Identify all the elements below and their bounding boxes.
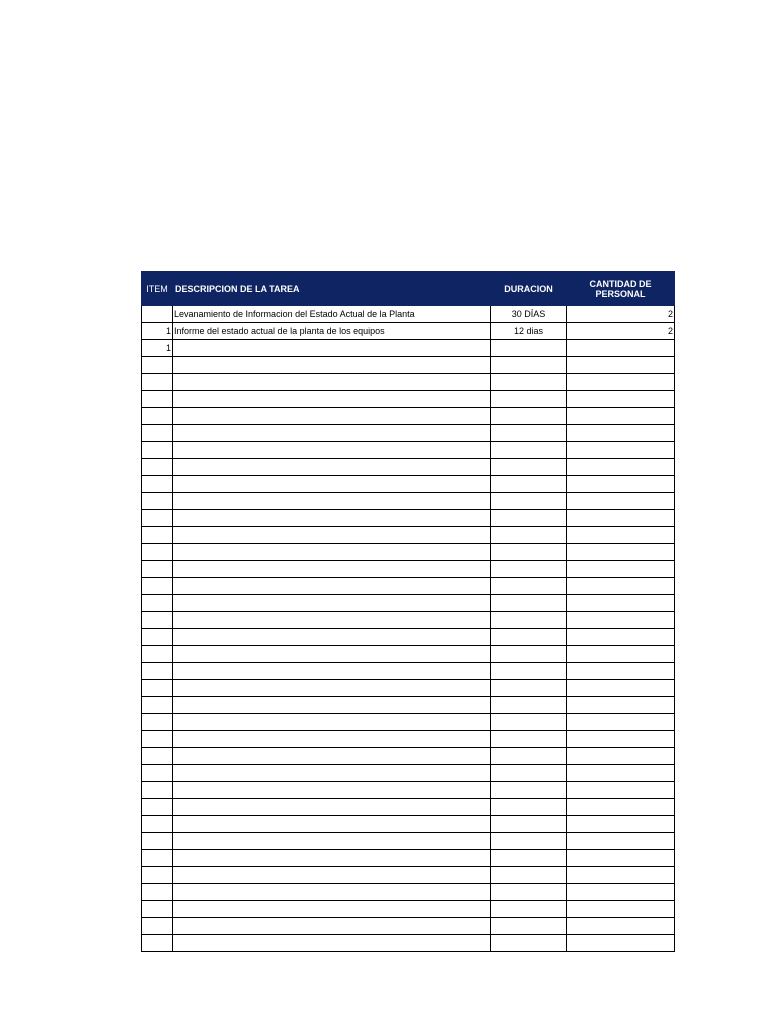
table-row-empty xyxy=(142,850,675,867)
cell-personnel[interactable]: 2 xyxy=(567,306,675,323)
table-row-empty xyxy=(142,799,675,816)
cell-item[interactable] xyxy=(142,782,173,799)
cell-duration[interactable] xyxy=(491,935,567,952)
cell-duration[interactable] xyxy=(491,663,567,680)
cell-personnel[interactable] xyxy=(567,595,675,612)
cell-personnel[interactable] xyxy=(567,867,675,884)
cell-description[interactable] xyxy=(173,544,491,561)
cell-item[interactable] xyxy=(142,714,173,731)
cell-item[interactable] xyxy=(142,646,173,663)
cell-item[interactable] xyxy=(142,357,173,374)
cell-item[interactable] xyxy=(142,833,173,850)
cell-personnel[interactable] xyxy=(567,782,675,799)
header-row xyxy=(142,272,675,306)
cell-item[interactable] xyxy=(142,901,173,918)
cell-description[interactable]: Levanamiento de Informacion del Estado Actual de la Planta xyxy=(173,306,491,323)
cell-item[interactable]: 1 xyxy=(142,340,173,357)
cell-duration[interactable] xyxy=(491,578,567,595)
cell-item[interactable] xyxy=(142,391,173,408)
cell-description[interactable] xyxy=(173,646,491,663)
table-row xyxy=(142,340,675,357)
cell-item[interactable] xyxy=(142,748,173,765)
cell-duration[interactable] xyxy=(491,629,567,646)
table-row-empty xyxy=(142,374,675,391)
cell-personnel[interactable] xyxy=(567,816,675,833)
table-row-empty xyxy=(142,901,675,918)
cell-description[interactable] xyxy=(173,714,491,731)
table-row-empty xyxy=(142,510,675,527)
cell-description[interactable] xyxy=(173,561,491,578)
cell-item[interactable] xyxy=(142,663,173,680)
cell-personnel[interactable] xyxy=(567,442,675,459)
cell-personnel[interactable] xyxy=(567,408,675,425)
cell-duration[interactable] xyxy=(491,374,567,391)
cell-item[interactable] xyxy=(142,442,173,459)
cell-personnel[interactable] xyxy=(567,510,675,527)
cell-personnel[interactable] xyxy=(567,629,675,646)
cell-item[interactable] xyxy=(142,544,173,561)
cell-duration[interactable] xyxy=(491,816,567,833)
cell-description[interactable] xyxy=(173,782,491,799)
cell-description[interactable] xyxy=(173,816,491,833)
cell-item[interactable] xyxy=(142,884,173,901)
cell-duration[interactable] xyxy=(491,612,567,629)
table-row-empty xyxy=(142,357,675,374)
table-row-empty xyxy=(142,561,675,578)
table-row-empty xyxy=(142,918,675,935)
cell-duration[interactable] xyxy=(491,799,567,816)
cell-duration[interactable] xyxy=(491,442,567,459)
table-row-empty xyxy=(142,544,675,561)
table-row-empty xyxy=(142,884,675,901)
cell-duration[interactable] xyxy=(491,595,567,612)
table-row-empty xyxy=(142,391,675,408)
cell-item[interactable] xyxy=(142,561,173,578)
cell-personnel[interactable] xyxy=(567,748,675,765)
table-body xyxy=(142,306,675,952)
cell-description[interactable] xyxy=(173,391,491,408)
table-row-empty xyxy=(142,646,675,663)
cell-personnel[interactable] xyxy=(567,731,675,748)
cell-description[interactable] xyxy=(173,901,491,918)
cell-item[interactable] xyxy=(142,510,173,527)
cell-item[interactable] xyxy=(142,680,173,697)
cell-duration[interactable] xyxy=(491,425,567,442)
cell-duration[interactable] xyxy=(491,391,567,408)
cell-duration[interactable] xyxy=(491,884,567,901)
cell-duration[interactable] xyxy=(491,714,567,731)
cell-personnel[interactable] xyxy=(567,612,675,629)
cell-personnel[interactable] xyxy=(567,476,675,493)
table-row-empty xyxy=(142,680,675,697)
table-row-empty xyxy=(142,578,675,595)
table-row-empty xyxy=(142,714,675,731)
cell-description[interactable] xyxy=(173,612,491,629)
header-personnel[interactable]: CANTIDAD DE PERSONAL xyxy=(567,272,675,306)
cell-description[interactable] xyxy=(173,731,491,748)
cell-description[interactable] xyxy=(173,459,491,476)
cell-description[interactable] xyxy=(173,510,491,527)
cell-description[interactable] xyxy=(173,680,491,697)
cell-description[interactable] xyxy=(173,578,491,595)
cell-duration[interactable] xyxy=(491,510,567,527)
table-row xyxy=(142,306,675,323)
cell-item[interactable] xyxy=(142,918,173,935)
table-row-empty xyxy=(142,459,675,476)
cell-item[interactable] xyxy=(142,578,173,595)
cell-duration[interactable]: 12 dias xyxy=(491,323,567,340)
cell-personnel[interactable] xyxy=(567,646,675,663)
table-row-empty xyxy=(142,493,675,510)
cell-item[interactable] xyxy=(142,816,173,833)
cell-description[interactable] xyxy=(173,748,491,765)
table-row-empty xyxy=(142,748,675,765)
cell-personnel[interactable] xyxy=(567,850,675,867)
table-row-empty xyxy=(142,782,675,799)
cell-item[interactable] xyxy=(142,799,173,816)
cell-item[interactable] xyxy=(142,527,173,544)
cell-item[interactable] xyxy=(142,629,173,646)
cell-personnel[interactable] xyxy=(567,459,675,476)
cell-description[interactable] xyxy=(173,765,491,782)
cell-personnel[interactable] xyxy=(567,765,675,782)
header-description[interactable]: DESCRIPCION DE LA TAREA xyxy=(173,272,491,306)
cell-personnel[interactable] xyxy=(567,357,675,374)
cell-item[interactable] xyxy=(142,935,173,952)
cell-personnel[interactable] xyxy=(567,833,675,850)
table-row-empty xyxy=(142,476,675,493)
cell-description[interactable] xyxy=(173,935,491,952)
cell-duration[interactable] xyxy=(491,476,567,493)
cell-duration[interactable] xyxy=(491,850,567,867)
cell-duration[interactable] xyxy=(491,493,567,510)
cell-personnel[interactable] xyxy=(567,544,675,561)
cell-personnel[interactable] xyxy=(567,493,675,510)
cell-item[interactable] xyxy=(142,765,173,782)
cell-duration[interactable] xyxy=(491,748,567,765)
cell-duration[interactable] xyxy=(491,544,567,561)
cell-duration[interactable] xyxy=(491,731,567,748)
cell-description[interactable] xyxy=(173,833,491,850)
table-row xyxy=(142,323,675,340)
tasks-table xyxy=(141,271,675,952)
cell-personnel[interactable] xyxy=(567,663,675,680)
cell-description[interactable] xyxy=(173,850,491,867)
table-row-empty xyxy=(142,765,675,782)
cell-item[interactable] xyxy=(142,595,173,612)
cell-duration[interactable] xyxy=(491,340,567,357)
cell-duration[interactable] xyxy=(491,408,567,425)
cell-personnel[interactable] xyxy=(567,425,675,442)
cell-personnel[interactable] xyxy=(567,340,675,357)
cell-description[interactable] xyxy=(173,867,491,884)
cell-item[interactable] xyxy=(142,731,173,748)
table-row-empty xyxy=(142,527,675,544)
cell-personnel[interactable] xyxy=(567,561,675,578)
cell-personnel[interactable] xyxy=(567,918,675,935)
cell-description[interactable] xyxy=(173,697,491,714)
cell-item[interactable] xyxy=(142,850,173,867)
cell-description[interactable]: Informe del estado actual de la planta de los equipos xyxy=(173,323,491,340)
header-item[interactable]: ITEM xyxy=(142,272,173,306)
cell-personnel[interactable] xyxy=(567,527,675,544)
cell-personnel[interactable] xyxy=(567,697,675,714)
table-row-empty xyxy=(142,935,675,952)
cell-personnel[interactable]: 2 xyxy=(567,323,675,340)
header-duration[interactable]: DURACION xyxy=(491,272,567,306)
cell-description[interactable] xyxy=(173,527,491,544)
cell-item[interactable] xyxy=(142,493,173,510)
cell-duration[interactable] xyxy=(491,918,567,935)
table-row-empty xyxy=(142,731,675,748)
cell-personnel[interactable] xyxy=(567,578,675,595)
cell-item[interactable] xyxy=(142,697,173,714)
table-row-empty xyxy=(142,442,675,459)
cell-duration[interactable] xyxy=(491,782,567,799)
cell-description[interactable] xyxy=(173,408,491,425)
cell-personnel[interactable] xyxy=(567,680,675,697)
spreadsheet-sheet xyxy=(141,271,674,952)
cell-duration[interactable] xyxy=(491,357,567,374)
cell-description[interactable] xyxy=(173,493,491,510)
cell-personnel[interactable] xyxy=(567,714,675,731)
cell-item[interactable] xyxy=(142,867,173,884)
cell-description[interactable] xyxy=(173,663,491,680)
cell-description[interactable] xyxy=(173,476,491,493)
cell-description[interactable] xyxy=(173,340,491,357)
cell-duration[interactable] xyxy=(491,527,567,544)
table-row-empty xyxy=(142,408,675,425)
table-row-empty xyxy=(142,425,675,442)
cell-duration[interactable] xyxy=(491,901,567,918)
cell-description[interactable] xyxy=(173,357,491,374)
table-row-empty xyxy=(142,867,675,884)
cell-duration[interactable] xyxy=(491,459,567,476)
table-row-empty xyxy=(142,612,675,629)
cell-item[interactable]: 1 xyxy=(142,323,173,340)
cell-duration[interactable] xyxy=(491,867,567,884)
cell-personnel[interactable] xyxy=(567,935,675,952)
cell-duration[interactable] xyxy=(491,765,567,782)
cell-duration[interactable] xyxy=(491,680,567,697)
cell-duration[interactable] xyxy=(491,833,567,850)
cell-description[interactable] xyxy=(173,918,491,935)
cell-item[interactable] xyxy=(142,408,173,425)
cell-description[interactable] xyxy=(173,884,491,901)
cell-personnel[interactable] xyxy=(567,391,675,408)
cell-description[interactable] xyxy=(173,374,491,391)
cell-description[interactable] xyxy=(173,442,491,459)
cell-item[interactable] xyxy=(142,374,173,391)
cell-duration[interactable] xyxy=(491,561,567,578)
table-row-empty xyxy=(142,816,675,833)
cell-description[interactable] xyxy=(173,595,491,612)
cell-item[interactable] xyxy=(142,612,173,629)
table-row-empty xyxy=(142,697,675,714)
cell-personnel[interactable] xyxy=(567,901,675,918)
cell-description[interactable] xyxy=(173,425,491,442)
table-row-empty xyxy=(142,629,675,646)
cell-duration[interactable] xyxy=(491,646,567,663)
cell-item[interactable] xyxy=(142,459,173,476)
cell-description[interactable] xyxy=(173,799,491,816)
cell-description[interactable] xyxy=(173,629,491,646)
table-row-empty xyxy=(142,833,675,850)
cell-personnel[interactable] xyxy=(567,799,675,816)
cell-personnel[interactable] xyxy=(567,374,675,391)
table-row-empty xyxy=(142,595,675,612)
cell-duration[interactable]: 30 DÍAS xyxy=(491,306,567,323)
cell-personnel[interactable] xyxy=(567,884,675,901)
table-row-empty xyxy=(142,663,675,680)
cell-item[interactable] xyxy=(142,476,173,493)
cell-duration[interactable] xyxy=(491,697,567,714)
cell-item[interactable] xyxy=(142,425,173,442)
cell-item[interactable] xyxy=(142,306,173,323)
